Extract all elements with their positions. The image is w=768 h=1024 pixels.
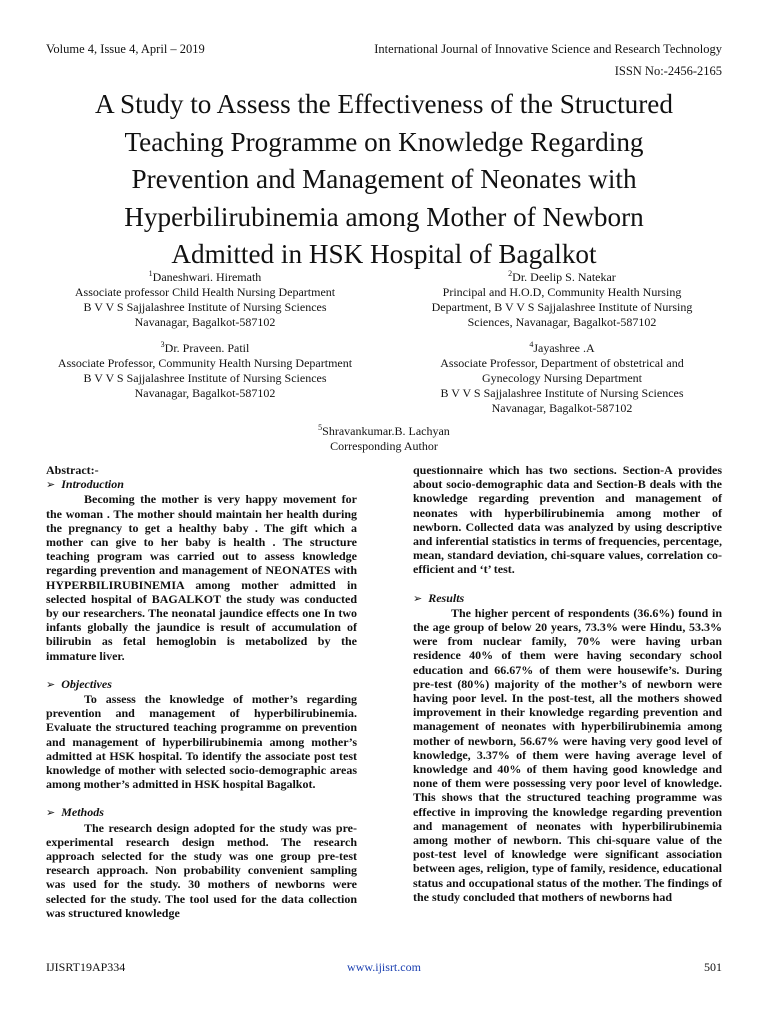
title-line: A Study to Assess the Effectiveness of the Structured (95, 89, 673, 119)
bullet-arrow-icon: ➢ (413, 592, 423, 605)
author-affiliation: Sciences, Navanagar, Bagalkot-587102 (467, 315, 657, 329)
abstract-left-column (46, 463, 357, 920)
author-affiliation: Navanagar, Bagalkot-587102 (134, 315, 276, 329)
running-header-volume: Volume 4, Issue 4, April – 2019 (46, 42, 205, 56)
bullet-arrow-icon: ➢ (46, 678, 56, 691)
author-affiliation: B V V S Sajjalashree Institute of Nursing Sciences (83, 371, 327, 385)
author-affiliation: B V V S Sajjalashree Institute of Nursing Sciences (440, 386, 684, 400)
author-block-2 (402, 266, 722, 330)
author-block-4 (402, 337, 722, 416)
author-name: $^2$Dr. Deelip S. Natekar (508, 269, 616, 284)
section-heading-objectives: ➢ Objectives (46, 676, 112, 691)
page-number: 501 (704, 960, 722, 974)
footer-website-link[interactable]: www.ijisrt.com (347, 960, 421, 974)
title-line: Teaching Programme on Knowledge Regarding (124, 126, 644, 157)
author-affiliation: B V V S Sajjalashree Institute of Nursing Sciences (83, 300, 327, 314)
author-name: $^1$Daneshwari. Hiremath (148, 269, 262, 284)
bullet-arrow-icon: ➢ (46, 807, 56, 820)
footer-article-id: IJISRT19AP334 (46, 960, 126, 974)
objectives-text: To assess the knowledge of mother’s regarding prevention and management of hyperbilirubinemia. Evaluate the structured teaching programme on prevention and management of hyperbilirubinemia among mother’s admitted at HSK hospital. To identify the associate post test knowledge of mother with selected socio-demographic areas among mother’s admitted in HSK hospital Bagalkot. (46, 692, 357, 792)
introduction-text: Becoming the mother is very happy movement for the woman . The mother should maintain her health during the pregnancy to get a healthy baby . The gift which a mother can give to her baby is health . The structure teaching program was carried out to assess knowledge regarding prevention and management of NEONATES with HYPERBILIRUBINEMIA among mother admitted in selected hospital of BAGALKOT the study was conducted by our researchers. The neonatal jaundice effects one In two infants globally the jaundice is result of accumulation of bilirubin as fetal hemoglobin is metabolized by the immature liver. (46, 492, 357, 663)
issn-number: ISSN No:-2456-2165 (614, 64, 722, 78)
author-affiliation: Principal and H.O.D, Community Health Nursing (442, 285, 682, 299)
author-affiliation: Navanagar, Bagalkot-587102 (134, 386, 276, 400)
abstract-right-column (413, 463, 722, 904)
author-affiliation: Associate Professor, Community Health Nursing Department (57, 356, 353, 370)
author-block-3 (40, 337, 370, 401)
running-header-journal: International Journal of Innovative Science and Research Technology (374, 42, 722, 56)
author-role: Corresponding Author (330, 439, 438, 453)
author-affiliation: Department, B V V S Sajjalashree Institute of Nursing (431, 300, 693, 314)
author-affiliation: Gynecology Nursing Department (482, 371, 642, 385)
title-line: Hyperbilirubinemia among Mother of Newborn (124, 201, 644, 232)
title-line: Prevention and Management of Neonates with (131, 164, 637, 194)
author-name: $^5$Shravankumar.B. Lachyan (318, 423, 450, 438)
section-heading-methods: ➢ Methods (46, 805, 104, 820)
results-text: The higher percent of respondents (36.6%) found in the age group of below 20 years, 73.3% were Hindu, 53.3% were from nuclear family, 70% were having urban residence 40% of them were having secondary school education and 66.67% of them were housewife’s. During pre-test (80%) majority of the mother’s of newborn were having poor level. In the post-test, all the mothers showed improvement in their knowledge regarding prevention and management of neonates with hyperbilirubinemia among mother of newborn, 56.67% were having very good level of knowledge, 3.37% of them were having average level of knowledge and 40% of them having good knowledge and none of them were possessing very poor level of knowledge. This shows that the structured teaching programme was effective in improving the knowledge regarding prevention and management of neonates with hyperbilirubinemia among mother of newborn. This chi-square value of the post-test level of knowledge were significant association between ages, religion, type of family, residence, educational status and occupational status of the mother. The findings of the study concluded that mothers of newborns had (413, 605, 722, 904)
title-line: Admitted in HSK Hospital of Bagalkot (171, 239, 597, 269)
abstract-heading: Abstract:- (46, 463, 99, 477)
author-affiliation: Associate Professor, Department of obstetrical and (440, 356, 684, 370)
author-name: $^3$Dr. Praveen. Patil (160, 340, 250, 355)
methods-text: The research design adopted for the study was pre-experimental research design method. The research approach selected for the study was one group pre-test research approach. Non probability convenient sampling was used for the study. 30 mothers of newborns were selected for the study. The tool used for the data collection was structured knowledge (46, 820, 357, 920)
author-name: $^4$Jayashree .A (529, 340, 595, 355)
bullet-arrow-icon: ➢ (46, 479, 56, 492)
methods-text-continued: questionnaire which has two sections. Section-A provides about socio-demographic data and Section-B deals with the knowledge regarding prevention and management of neonates with hyperbilirubinemia among mother of newborn. Collected data was analyzed by using descriptive and inferential statistics in terms of frequencies, percentage, mean, standard deviation, chi-square values, correlation co-efficient and ‘t’ test. (413, 463, 722, 577)
author-block-5 (184, 420, 584, 454)
author-affiliation: Associate professor Child Health Nursing Department (74, 285, 336, 299)
author-affiliation: Navanagar, Bagalkot-587102 (491, 401, 633, 415)
section-heading-results: ➢ Results (413, 590, 465, 605)
author-block-1 (40, 266, 370, 330)
paper-title (40, 86, 728, 274)
section-heading-introduction: ➢ Introduction (46, 477, 124, 492)
